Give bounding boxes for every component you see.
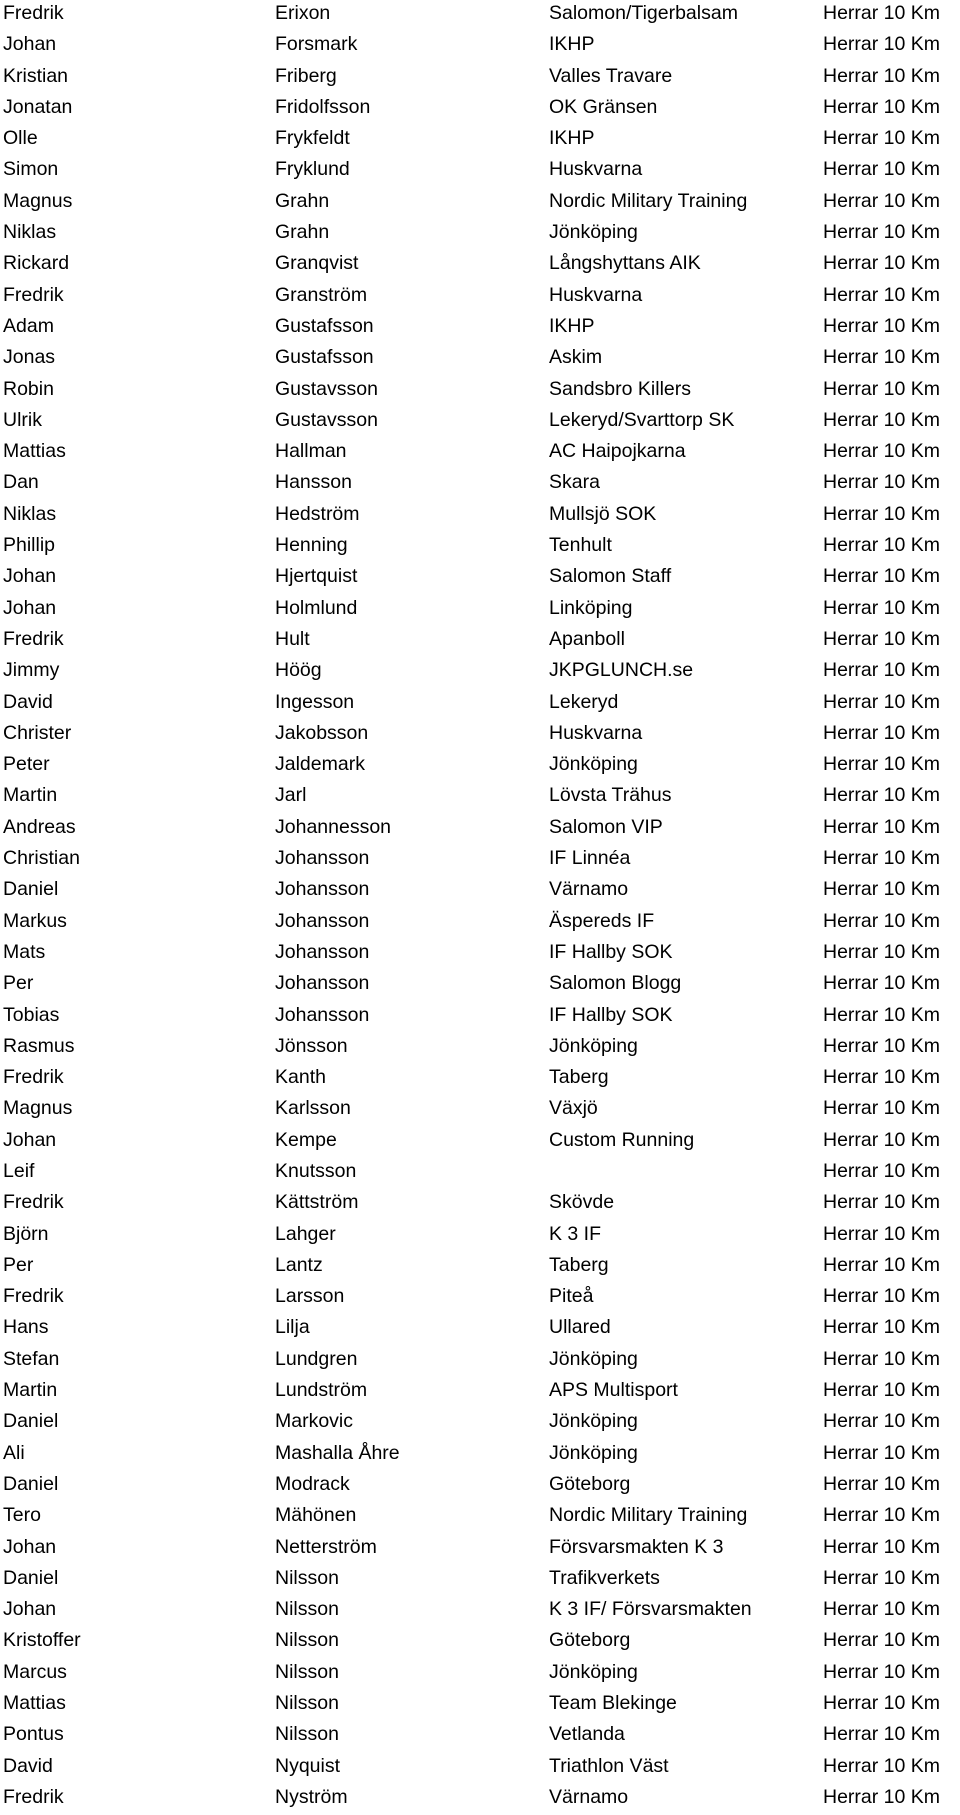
list-item	[0, 219, 960, 250]
first-name-cell: Jonatan	[3, 95, 73, 118]
club-cell: OK Gränsen	[549, 95, 658, 118]
list-item	[0, 188, 960, 219]
race-class-cell: Herrar 10 Km	[823, 659, 941, 682]
first-name-cell: Jimmy	[3, 659, 60, 682]
last-name-cell: Mähönen	[275, 1504, 357, 1527]
list-item	[0, 1314, 960, 1345]
last-name-cell: Larsson	[275, 1285, 345, 1308]
race-class-cell: Herrar 10 Km	[823, 972, 941, 995]
list-item	[0, 1690, 960, 1721]
list-item	[0, 1221, 960, 1252]
club-cell: Salomon/Tigerbalsam	[549, 2, 738, 24]
last-name-cell: Gustafsson	[275, 314, 374, 337]
last-name-cell: Johansson	[275, 878, 370, 901]
first-name-cell: David	[3, 690, 53, 713]
club-cell: Skövde	[549, 1191, 615, 1214]
race-class-cell: Herrar 10 Km	[823, 1222, 941, 1245]
first-name-cell: Fredrik	[3, 283, 64, 306]
club-cell: IF Linnéa	[549, 847, 631, 870]
race-class-cell: Herrar 10 Km	[823, 283, 941, 306]
race-class-cell: Herrar 10 Km	[823, 753, 941, 776]
club-cell: Göteborg	[549, 1629, 631, 1652]
club-cell: JKPGLUNCH.se	[549, 659, 694, 682]
race-class-cell: Herrar 10 Km	[823, 1504, 941, 1527]
first-name-cell: Pontus	[3, 1723, 64, 1746]
first-name-cell: Andreas	[3, 815, 76, 838]
race-class-cell: Herrar 10 Km	[823, 1566, 941, 1589]
club-cell: Värnamo	[549, 878, 629, 901]
club-cell: Linköping	[549, 596, 633, 619]
last-name-cell: Lantz	[275, 1253, 323, 1276]
club-cell: Växjö	[549, 1097, 598, 1120]
race-class-cell: Herrar 10 Km	[823, 1253, 941, 1276]
last-name-cell: Netterström	[275, 1535, 377, 1558]
last-name-cell: Johansson	[275, 972, 370, 995]
last-name-cell: Henning	[275, 534, 348, 557]
first-name-cell: Tero	[3, 1504, 41, 1527]
last-name-cell: Kättström	[275, 1191, 359, 1214]
first-name-cell: Markus	[3, 909, 67, 932]
first-name-cell: Peter	[3, 753, 50, 776]
first-name-cell: Adam	[3, 314, 54, 337]
last-name-cell: Ingesson	[275, 690, 355, 713]
list-item	[0, 1627, 960, 1658]
last-name-cell: Karlsson	[275, 1097, 351, 1120]
last-name-cell: Markovic	[275, 1410, 354, 1433]
first-name-cell: Magnus	[3, 189, 73, 212]
list-item	[0, 1033, 960, 1064]
list-item	[0, 1534, 960, 1565]
club-cell: Salomon VIP	[549, 815, 663, 838]
last-name-cell: Jaldemark	[275, 753, 365, 776]
first-name-cell: Rickard	[3, 252, 70, 275]
list-item	[0, 313, 960, 344]
race-class-cell: Herrar 10 Km	[823, 2, 941, 24]
club-cell: AC Haipojkarna	[549, 440, 686, 463]
last-name-cell: Granström	[275, 283, 368, 306]
race-class-cell: Herrar 10 Km	[823, 1285, 941, 1308]
list-item	[0, 908, 960, 939]
last-name-cell: Granqvist	[275, 252, 359, 275]
last-name-cell: Friberg	[275, 64, 337, 87]
last-name-cell: Grahn	[275, 221, 330, 244]
list-item	[0, 626, 960, 657]
first-name-cell: Fredrik	[3, 1191, 64, 1214]
race-class-cell: Herrar 10 Km	[823, 784, 941, 807]
first-name-cell: Phillip	[3, 534, 56, 557]
race-class-cell: Herrar 10 Km	[823, 471, 941, 494]
race-class-cell: Herrar 10 Km	[823, 346, 941, 369]
club-cell: Skara	[549, 471, 600, 494]
race-class-cell: Herrar 10 Km	[823, 64, 941, 87]
first-name-cell: Rasmus	[3, 1034, 75, 1057]
race-class-cell: Herrar 10 Km	[823, 847, 941, 870]
list-item	[0, 501, 960, 532]
last-name-cell: Hedström	[275, 502, 360, 525]
list-item	[0, 782, 960, 813]
club-cell: Jönköping	[549, 1441, 638, 1464]
race-class-cell: Herrar 10 Km	[823, 1034, 941, 1057]
list-item	[0, 720, 960, 751]
race-class-cell: Herrar 10 Km	[823, 940, 941, 963]
club-cell: Värnamo	[549, 1785, 629, 1808]
first-name-cell: Johan	[3, 33, 57, 56]
club-cell: IKHP	[549, 127, 595, 150]
last-name-cell: Kempe	[275, 1128, 337, 1151]
club-cell: IKHP	[549, 33, 595, 56]
club-cell: Nordic Military Training	[549, 189, 748, 212]
race-class-cell: Herrar 10 Km	[823, 1785, 941, 1808]
first-name-cell: Daniel	[3, 878, 59, 901]
last-name-cell: Knutsson	[275, 1159, 357, 1182]
last-name-cell: Nilsson	[275, 1598, 339, 1621]
list-item	[0, 1189, 960, 1220]
list-item	[0, 0, 960, 31]
race-class-cell: Herrar 10 Km	[823, 1316, 941, 1339]
race-class-cell: Herrar 10 Km	[823, 690, 941, 713]
first-name-cell: Stefan	[3, 1347, 60, 1370]
club-cell: Salomon Staff	[549, 565, 672, 588]
first-name-cell: Johan	[3, 1598, 57, 1621]
race-class-cell: Herrar 10 Km	[823, 377, 941, 400]
club-cell: Huskvarna	[549, 158, 643, 181]
race-class-cell: Herrar 10 Km	[823, 815, 941, 838]
club-cell: Sandsbro Killers	[549, 377, 691, 400]
club-cell: Custom Running	[549, 1128, 695, 1151]
race-class-cell: Herrar 10 Km	[823, 596, 941, 619]
club-cell: Askim	[549, 346, 603, 369]
club-cell: Jönköping	[549, 1347, 638, 1370]
list-item	[0, 125, 960, 156]
first-name-cell: Johan	[3, 1535, 57, 1558]
list-item	[0, 1502, 960, 1533]
first-name-cell: Björn	[3, 1222, 49, 1245]
first-name-cell: Johan	[3, 1128, 57, 1151]
list-item	[0, 532, 960, 563]
club-cell: Taberg	[549, 1253, 609, 1276]
race-class-cell: Herrar 10 Km	[823, 1535, 941, 1558]
list-item	[0, 1753, 960, 1784]
first-name-cell: Fredrik	[3, 1066, 64, 1089]
list-item	[0, 94, 960, 125]
race-class-cell: Herrar 10 Km	[823, 95, 941, 118]
last-name-cell: Johansson	[275, 847, 370, 870]
last-name-cell: Gustafsson	[275, 346, 374, 369]
club-cell: Valles Travare	[549, 64, 673, 87]
last-name-cell: Holmlund	[275, 596, 358, 619]
first-name-cell: Fredrik	[3, 627, 64, 650]
first-name-cell: Dan	[3, 471, 39, 494]
list-item	[0, 1002, 960, 1033]
list-item	[0, 63, 960, 94]
last-name-cell: Nilsson	[275, 1566, 339, 1589]
list-item	[0, 751, 960, 782]
club-cell: Vetlanda	[549, 1723, 625, 1746]
list-item	[0, 376, 960, 407]
first-name-cell: Per	[3, 1253, 34, 1276]
list-item	[0, 1252, 960, 1283]
last-name-cell: Jönsson	[275, 1034, 348, 1057]
list-item	[0, 407, 960, 438]
list-item	[0, 1064, 960, 1095]
club-cell: K 3 IF	[549, 1222, 602, 1245]
race-class-cell: Herrar 10 Km	[823, 1191, 941, 1214]
last-name-cell: Johansson	[275, 909, 370, 932]
first-name-cell: Ulrik	[3, 408, 42, 431]
first-name-cell: Olle	[3, 127, 38, 150]
first-name-cell: Mattias	[3, 440, 66, 463]
first-name-cell: Marcus	[3, 1660, 67, 1683]
last-name-cell: Gustavsson	[275, 408, 378, 431]
club-cell: Långshyttans AIK	[549, 252, 701, 275]
race-class-cell: Herrar 10 Km	[823, 252, 941, 275]
race-class-cell: Herrar 10 Km	[823, 1629, 941, 1652]
first-name-cell: Robin	[3, 377, 54, 400]
last-name-cell: Frykfeldt	[275, 127, 350, 150]
club-cell: Jönköping	[549, 1660, 638, 1683]
first-name-cell: Daniel	[3, 1410, 59, 1433]
list-item	[0, 595, 960, 626]
last-name-cell: Johansson	[275, 1003, 370, 1026]
list-item	[0, 344, 960, 375]
list-item	[0, 1095, 960, 1126]
list-item	[0, 1721, 960, 1752]
last-name-cell: Fridolfsson	[275, 95, 371, 118]
last-name-cell: Mashalla Åhre	[275, 1441, 400, 1464]
race-class-cell: Herrar 10 Km	[823, 1003, 941, 1026]
first-name-cell: Fredrik	[3, 1285, 64, 1308]
race-class-cell: Herrar 10 Km	[823, 627, 941, 650]
club-cell: Huskvarna	[549, 283, 643, 306]
race-class-cell: Herrar 10 Km	[823, 1723, 941, 1746]
first-name-cell: Daniel	[3, 1472, 59, 1495]
list-item	[0, 939, 960, 970]
first-name-cell: Leif	[3, 1159, 35, 1182]
first-name-cell: Kristoffer	[3, 1629, 81, 1652]
last-name-cell: Nilsson	[275, 1692, 339, 1715]
race-class-cell: Herrar 10 Km	[823, 1379, 941, 1402]
list-item	[0, 1471, 960, 1502]
race-class-cell: Herrar 10 Km	[823, 1472, 941, 1495]
last-name-cell: Gustavsson	[275, 377, 378, 400]
list-item	[0, 1596, 960, 1627]
race-class-cell: Herrar 10 Km	[823, 1347, 941, 1370]
club-cell: Lövsta Trähus	[549, 784, 672, 807]
last-name-cell: Höög	[275, 659, 322, 682]
club-cell: Äspereds IF	[549, 909, 655, 932]
last-name-cell: Nyström	[275, 1785, 348, 1808]
first-name-cell: Mattias	[3, 1692, 66, 1715]
race-class-cell: Herrar 10 Km	[823, 534, 941, 557]
first-name-cell: Christer	[3, 721, 72, 744]
list-item	[0, 282, 960, 313]
last-name-cell: Nyquist	[275, 1754, 341, 1777]
last-name-cell: Jarl	[275, 784, 307, 807]
club-cell: APS Multisport	[549, 1379, 678, 1402]
first-name-cell: David	[3, 1754, 53, 1777]
race-class-cell: Herrar 10 Km	[823, 33, 941, 56]
first-name-cell: Jonas	[3, 346, 56, 369]
club-cell: Jönköping	[549, 1034, 638, 1057]
first-name-cell: Christian	[3, 847, 80, 870]
first-name-cell: Simon	[3, 158, 59, 181]
race-class-cell: Herrar 10 Km	[823, 127, 941, 150]
last-name-cell: Kanth	[275, 1066, 326, 1089]
list-item	[0, 1408, 960, 1439]
last-name-cell: Hjertquist	[275, 565, 358, 588]
first-name-cell: Ali	[3, 1441, 25, 1464]
race-class-cell: Herrar 10 Km	[823, 1754, 941, 1777]
race-class-cell: Herrar 10 Km	[823, 221, 941, 244]
list-item	[0, 1127, 960, 1158]
club-cell: Apanboll	[549, 627, 625, 650]
last-name-cell: Nilsson	[275, 1660, 339, 1683]
club-cell: Trafikverkets	[549, 1566, 660, 1589]
first-name-cell: Hans	[3, 1316, 49, 1339]
race-class-cell: Herrar 10 Km	[823, 408, 941, 431]
race-class-cell: Herrar 10 Km	[823, 1441, 941, 1464]
club-cell: Team Blekinge	[549, 1692, 677, 1715]
first-name-cell: Magnus	[3, 1097, 73, 1120]
race-class-cell: Herrar 10 Km	[823, 878, 941, 901]
list-item	[0, 1440, 960, 1471]
club-cell: IKHP	[549, 314, 595, 337]
last-name-cell: Fryklund	[275, 158, 350, 181]
club-cell: Mullsjö SOK	[549, 502, 657, 525]
first-name-cell: Kristian	[3, 64, 69, 87]
list-item	[0, 156, 960, 187]
last-name-cell: Lundgren	[275, 1347, 358, 1370]
race-class-cell: Herrar 10 Km	[823, 1097, 941, 1120]
last-name-cell: Jakobsson	[275, 721, 369, 744]
first-name-cell: Fredrik	[3, 1785, 64, 1808]
list-item	[0, 814, 960, 845]
race-class-cell: Herrar 10 Km	[823, 721, 941, 744]
club-cell: Ullared	[549, 1316, 611, 1339]
club-cell: Triathlon Väst	[549, 1754, 669, 1777]
list-item	[0, 1346, 960, 1377]
club-cell: K 3 IF/ Försvarsmakten	[549, 1598, 752, 1621]
club-cell: IF Hallby SOK	[549, 1003, 673, 1026]
first-name-cell: Martin	[3, 784, 58, 807]
last-name-cell: Johannesson	[275, 815, 392, 838]
race-class-cell: Herrar 10 Km	[823, 158, 941, 181]
first-name-cell: Fredrik	[3, 2, 64, 24]
last-name-cell: Lundström	[275, 1379, 368, 1402]
list-item	[0, 1283, 960, 1314]
club-cell: Jönköping	[549, 753, 638, 776]
first-name-cell: Mats	[3, 940, 46, 963]
last-name-cell: Modrack	[275, 1472, 350, 1495]
race-class-cell: Herrar 10 Km	[823, 1598, 941, 1621]
club-cell: Lekeryd	[549, 690, 619, 713]
list-item	[0, 1565, 960, 1596]
club-cell: Nordic Military Training	[549, 1504, 748, 1527]
race-class-cell: Herrar 10 Km	[823, 440, 941, 463]
last-name-cell: Grahn	[275, 189, 330, 212]
last-name-cell: Lahger	[275, 1222, 336, 1245]
first-name-cell: Johan	[3, 596, 57, 619]
club-cell: Huskvarna	[549, 721, 643, 744]
last-name-cell: Nilsson	[275, 1629, 339, 1652]
last-name-cell: Forsmark	[275, 33, 358, 56]
last-name-cell: Lilja	[275, 1316, 310, 1339]
list-item	[0, 876, 960, 907]
race-class-cell: Herrar 10 Km	[823, 565, 941, 588]
first-name-cell: Johan	[3, 565, 57, 588]
list-item	[0, 31, 960, 62]
list-item	[0, 438, 960, 469]
club-cell: Salomon Blogg	[549, 972, 682, 995]
club-cell: Tenhult	[549, 534, 612, 557]
list-item	[0, 469, 960, 500]
race-class-cell: Herrar 10 Km	[823, 1410, 941, 1433]
club-cell: Göteborg	[549, 1472, 631, 1495]
list-item	[0, 657, 960, 688]
first-name-cell: Per	[3, 972, 34, 995]
list-item	[0, 689, 960, 720]
race-class-cell: Herrar 10 Km	[823, 909, 941, 932]
last-name-cell: Hult	[275, 627, 310, 650]
club-cell: Försvarsmakten K 3	[549, 1535, 724, 1558]
last-name-cell: Johansson	[275, 940, 370, 963]
list-item	[0, 845, 960, 876]
last-name-cell: Hansson	[275, 471, 352, 494]
race-class-cell: Herrar 10 Km	[823, 502, 941, 525]
last-name-cell: Erixon	[275, 2, 331, 24]
list-item	[0, 563, 960, 594]
club-cell: IF Hallby SOK	[549, 940, 673, 963]
club-cell: Taberg	[549, 1066, 609, 1089]
list-item	[0, 1784, 960, 1815]
race-class-cell: Herrar 10 Km	[823, 1128, 941, 1151]
club-cell: Jönköping	[549, 1410, 638, 1433]
club-cell: Piteå	[549, 1285, 594, 1308]
first-name-cell: Niklas	[3, 502, 57, 525]
first-name-cell: Niklas	[3, 221, 57, 244]
club-cell: Lekeryd/Svarttorp SK	[549, 408, 735, 431]
last-name-cell: Hallman	[275, 440, 347, 463]
list-item	[0, 1377, 960, 1408]
race-class-cell: Herrar 10 Km	[823, 189, 941, 212]
last-name-cell: Nilsson	[275, 1723, 339, 1746]
first-name-cell: Daniel	[3, 1566, 59, 1589]
first-name-cell: Tobias	[3, 1003, 60, 1026]
race-class-cell: Herrar 10 Km	[823, 1660, 941, 1683]
race-class-cell: Herrar 10 Km	[823, 314, 941, 337]
list-item	[0, 250, 960, 281]
club-cell: Jönköping	[549, 221, 638, 244]
list-item	[0, 1158, 960, 1189]
first-name-cell: Martin	[3, 1379, 58, 1402]
race-class-cell: Herrar 10 Km	[823, 1159, 941, 1182]
race-class-cell: Herrar 10 Km	[823, 1692, 941, 1715]
list-item	[0, 970, 960, 1001]
race-class-cell: Herrar 10 Km	[823, 1066, 941, 1089]
list-item	[0, 1659, 960, 1690]
